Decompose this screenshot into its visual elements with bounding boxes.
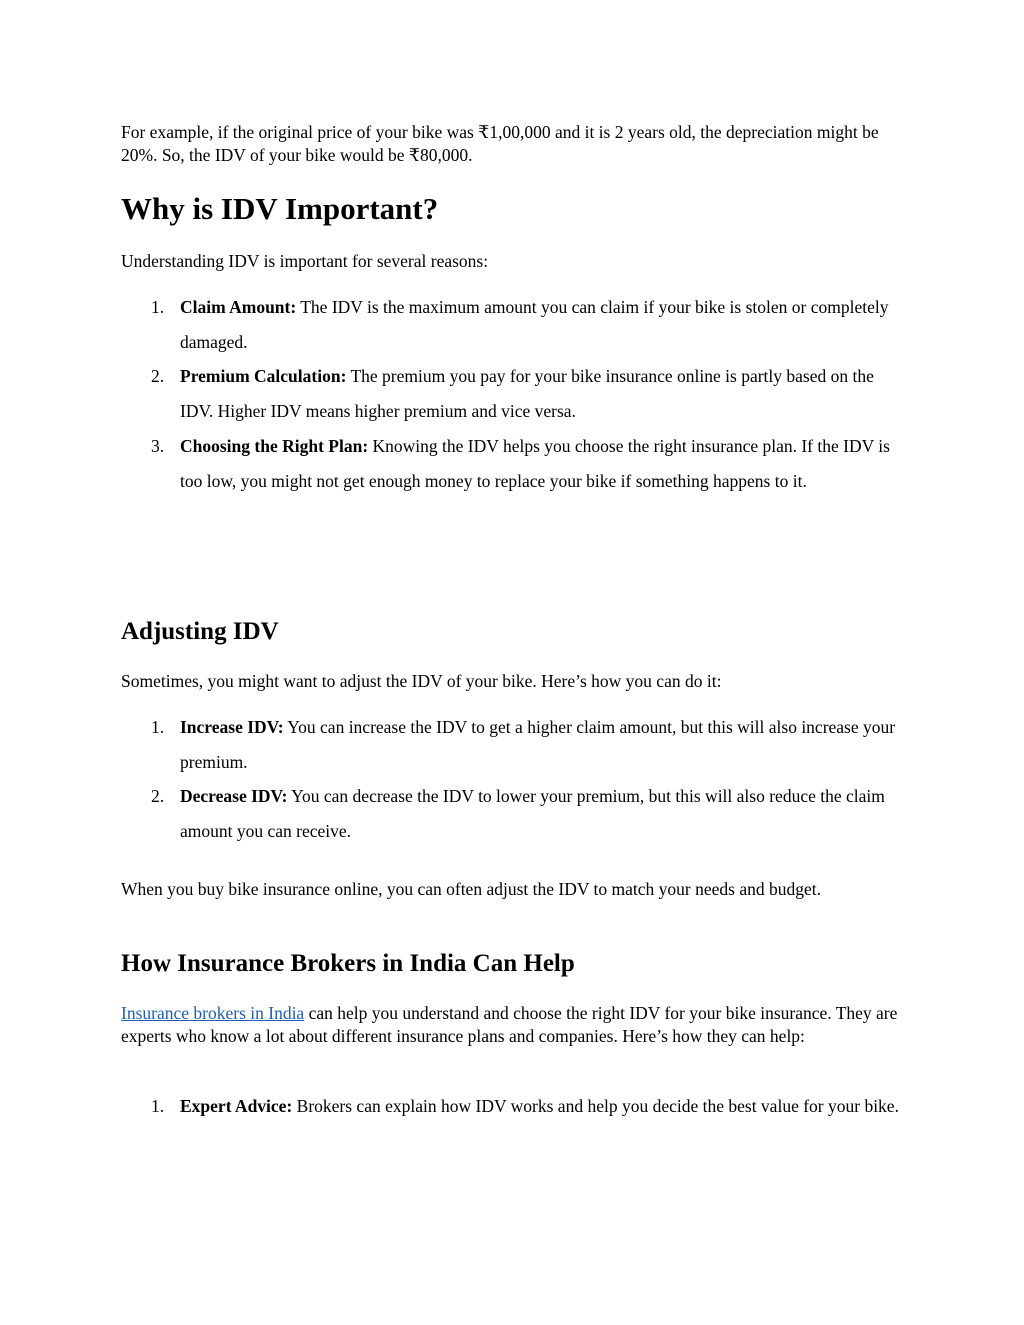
list-item-number: 1. — [151, 297, 165, 317]
list-item-term: Claim Amount: — [180, 297, 297, 317]
list-item-text: You can increase the IDV to get a higher claim amount, but this will also increase your premium. — [180, 717, 896, 772]
section-heading-brokers: How Insurance Brokers in India Can Help — [121, 950, 575, 977]
section-heading-why-idv: Why is IDV Important? — [121, 191, 439, 226]
insurance-brokers-link[interactable]: Insurance brokers in India — [121, 1003, 305, 1023]
section-lead-brokers-text: can help you understand and choose the right IDV for your bike insurance. They are experts who know a lot about different insurance plans and companies. Here’s how they can help: — [121, 1003, 898, 1046]
list-brokers — [121, 1089, 911, 1124]
section-lead-why-idv: Understanding IDV is important for several reasons: — [121, 251, 489, 271]
list-item-text: You can decrease the IDV to lower your premium, but this will also reduce the claim amount you can receive. — [180, 786, 885, 842]
list-item-number: 1. — [151, 717, 165, 737]
list-item — [121, 779, 902, 848]
list-item-text: The IDV is the maximum amount you can claim if your bike is stolen or completely damaged. — [180, 297, 889, 352]
list-item-term: Choosing the Right Plan: — [180, 435, 369, 456]
list-item — [121, 429, 902, 498]
section-lead-brokers — [121, 1002, 911, 1048]
list-item-term: Decrease IDV: — [180, 786, 288, 807]
list-item-term: Increase IDV: — [180, 717, 284, 737]
list-item-text: The premium you pay for your bike insurance online is partly based on the IDV. Higher IDV means higher premium and vice versa. — [180, 366, 874, 422]
list-item — [121, 290, 902, 359]
list-item-number: 2. — [151, 786, 165, 807]
list-item-text: Knowing the IDV helps you choose the right insurance plan. If the IDV is too low, you might not get enough money to replace your bike if something happens to it. — [180, 435, 890, 491]
list-why-idv — [121, 290, 911, 498]
section-heading-adjusting-idv: Adjusting IDV — [121, 618, 279, 645]
list-item — [121, 1089, 902, 1124]
list-item-term: Premium Calculation: — [180, 366, 347, 387]
list-item-number: 3. — [151, 435, 165, 456]
list-item-term: Expert Advice: — [180, 1096, 293, 1116]
closing-paragraph-adjusting-idv: When you buy bike insurance online, you can often adjust the IDV to match your needs and budget. — [121, 879, 821, 899]
section-lead-adjusting-idv: Sometimes, you might want to adjust the IDV of your bike. Here’s how you can do it: — [121, 671, 722, 691]
list-item — [121, 359, 902, 428]
list-item-text: Brokers can explain how IDV works and help you decide the best value for your bike. — [292, 1096, 899, 1116]
list-item-number: 1. — [151, 1096, 165, 1116]
list-item-number: 2. — [151, 366, 165, 387]
list-adjusting-idv — [121, 710, 911, 849]
list-item — [121, 710, 902, 779]
intro-paragraph: For example, if the original price of your bike was ₹1,00,000 and it is 2 years old, the depreciation might be 20%. So, the IDV of your bike would be ₹80,000. — [121, 122, 879, 165]
